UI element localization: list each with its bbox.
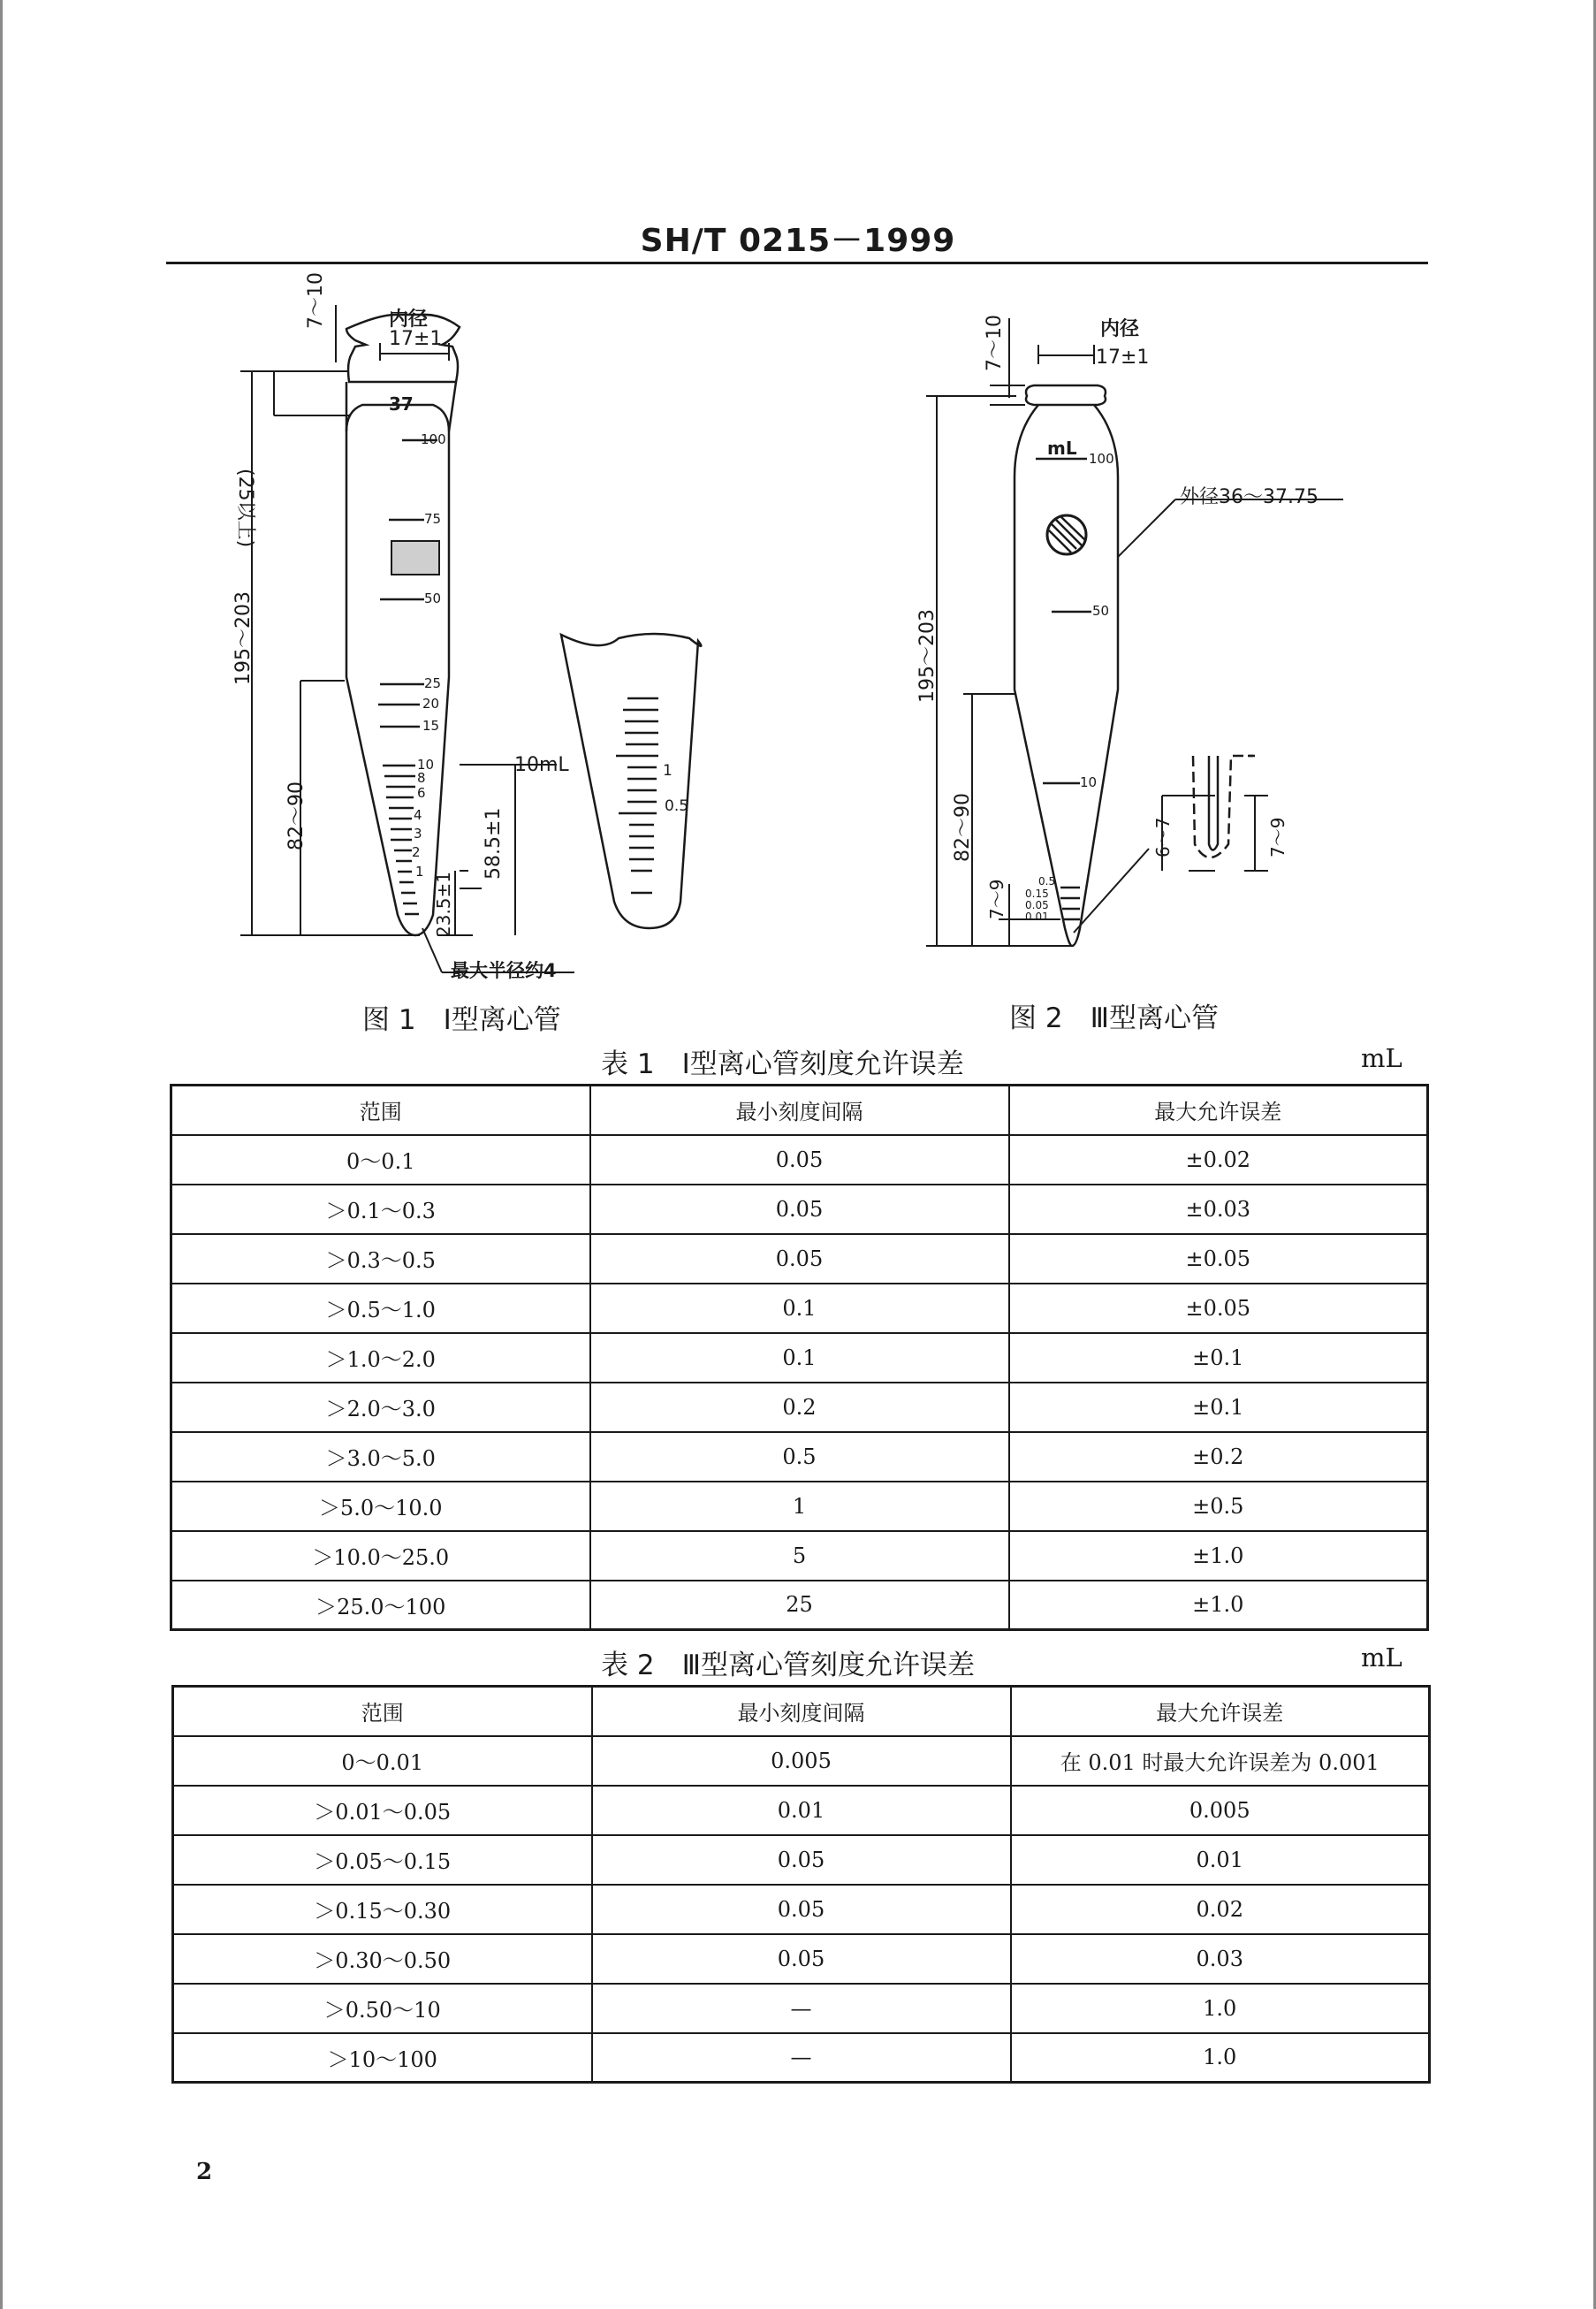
cell-range: ＞10～100 [173, 2033, 592, 2083]
cell-interval: 0.05 [590, 1234, 1009, 1284]
page-number: 2 [196, 2159, 213, 2185]
table-row [171, 1383, 1428, 1432]
fig1-inner-dia-title: 内径 [389, 309, 429, 331]
fig1-tick-1: 1 [415, 864, 424, 880]
cell-error: ±0.05 [1009, 1234, 1428, 1284]
cell-range: ＞0.50～10 [173, 1984, 592, 2033]
cell-range: ＞1.0～2.0 [171, 1333, 590, 1383]
cell-range: 0～0.1 [171, 1135, 590, 1185]
figure-2-caption: 图 2 Ⅲ型离心管 [1009, 1002, 1219, 1034]
cell-interval: 0.1 [590, 1333, 1009, 1383]
table-row [171, 1185, 1428, 1234]
cell-interval: 0.1 [590, 1284, 1009, 1333]
cell-interval: 1 [590, 1482, 1009, 1531]
fig2-small-tick-05: 0.5 [1038, 875, 1056, 888]
cell-interval: 0.005 [592, 1736, 1011, 1786]
cell-range: ＞0.05～0.15 [173, 1835, 592, 1885]
table-row [173, 1786, 1430, 1835]
fig1-tick-8: 8 [417, 770, 426, 786]
cell-interval: 0.5 [590, 1432, 1009, 1482]
table-row [171, 1581, 1428, 1630]
table-1-unit: mL [1361, 1043, 1402, 1073]
fig2-small-tick-015: 0.15 [1025, 888, 1049, 900]
fig2-detail-u [1193, 756, 1231, 857]
fig2-small-tick-005: 0.05 [1025, 899, 1049, 911]
cell-range: ＞0.15～0.30 [173, 1885, 592, 1934]
fig1-inner-dia: 17±1 [389, 328, 443, 350]
cell-range: ＞2.0～3.0 [171, 1383, 590, 1432]
fig1-detail-tick-05: 0.5 [665, 797, 689, 815]
fig2-small-tick-001: 0.01 [1025, 911, 1049, 923]
fig1-tick-10: 10 [417, 757, 435, 773]
fig1-10ml: 10mL [514, 754, 569, 776]
cell-interval: 0.01 [592, 1786, 1011, 1835]
cell-range: ＞0.01～0.05 [173, 1786, 592, 1835]
fig2-inner-dia: 17±1 [1096, 347, 1150, 369]
fig2-wall: 6～7 [1152, 817, 1174, 857]
fig1-tick-25: 25 [424, 675, 442, 691]
figure-2-drawing [0, 0, 1596, 1061]
cell-error: 0.005 [1011, 1786, 1430, 1835]
cell-error: ±0.2 [1009, 1432, 1428, 1482]
fig1-tick-20: 20 [422, 696, 440, 712]
table-row [171, 1284, 1428, 1333]
fig1-neck-height: 7～10 [305, 272, 327, 329]
table-2-header-interval: 最小刻度间隔 [592, 1687, 1011, 1736]
table-2-header-error: 最大允许误差 [1011, 1687, 1430, 1736]
table-row [173, 1835, 1430, 1885]
cell-error: 0.03 [1011, 1934, 1430, 1984]
cell-error: ±0.03 [1009, 1185, 1428, 1234]
table-row [171, 1531, 1428, 1581]
fig1-h58: 58.5±1 [483, 807, 505, 880]
cell-error: 0.02 [1011, 1885, 1430, 1934]
fig1-h23: 23.5±1 [433, 871, 454, 937]
fig1-radius: 最大半径约4 [451, 960, 557, 981]
fig1-top-num: 37 [389, 393, 414, 415]
table-row [171, 1482, 1428, 1531]
table-2-unit: mL [1361, 1642, 1402, 1673]
table-row [171, 1234, 1428, 1284]
table-1-header-row [171, 1086, 1428, 1135]
fig2-tick-50: 50 [1092, 603, 1110, 619]
table-1 [170, 1084, 1429, 1631]
cell-interval: — [592, 1984, 1011, 2033]
cell-range: ＞0.30～0.50 [173, 1934, 592, 1984]
table-row [173, 1934, 1430, 1984]
fig1-tick-100: 100 [421, 431, 446, 447]
fig1-total-height: 195～203 [232, 591, 255, 685]
fig2-neck-height: 7～10 [984, 315, 1006, 371]
cell-range: ＞0.5～1.0 [171, 1284, 590, 1333]
table-1-header-interval: 最小刻度间隔 [590, 1086, 1009, 1135]
cell-error: ±0.02 [1009, 1135, 1428, 1185]
cell-interval: 0.2 [590, 1383, 1009, 1432]
fig1-tick-2: 2 [412, 844, 421, 860]
cell-interval: 0.05 [590, 1135, 1009, 1185]
cell-interval: 0.05 [592, 1885, 1011, 1934]
standard-code: SH/T 0215－1999 [640, 223, 956, 259]
cell-range: ＞10.0～25.0 [171, 1531, 590, 1581]
cell-range: ＞0.3～0.5 [171, 1234, 590, 1284]
cell-interval: 0.05 [592, 1835, 1011, 1885]
cell-error: 在 0.01 时最大允许误差为 0.001 [1011, 1736, 1430, 1786]
fig2-unit-ml: mL [1047, 438, 1077, 459]
table-1-header-range: 范围 [171, 1086, 590, 1135]
cell-range: ＞5.0～10.0 [171, 1482, 590, 1531]
cell-error: ±0.1 [1009, 1333, 1428, 1383]
fig2-outer-dia: 外径36～37.75 [1180, 486, 1319, 508]
cell-error: ±1.0 [1009, 1531, 1428, 1581]
table-row [173, 2033, 1430, 2083]
fig2-inner-dia-title: 内径 [1100, 318, 1140, 340]
fig2-total-height: 195～203 [916, 609, 939, 703]
table-2-header-row [173, 1687, 1430, 1736]
fig1-tick-75: 75 [424, 511, 442, 527]
fig1-detail-tick-1: 1 [663, 762, 673, 780]
table-row [171, 1432, 1428, 1482]
cell-error: 1.0 [1011, 1984, 1430, 2033]
cell-range: ＞0.1～0.3 [171, 1185, 590, 1234]
table-2-header-range: 范围 [173, 1687, 592, 1736]
cell-interval: — [592, 2033, 1011, 2083]
fig1-taper-height: 82～90 [285, 781, 308, 850]
figure-1-caption: 图 1 Ⅰ型离心管 [362, 1004, 561, 1036]
fig2-taper-height: 82～90 [952, 793, 974, 862]
fig2-tube-body [1015, 405, 1118, 946]
cell-range: ＞3.0～5.0 [171, 1432, 590, 1482]
table-row [171, 1333, 1428, 1383]
cell-range: 0～0.01 [173, 1736, 592, 1786]
table-2-title: 表 2 Ⅲ型离心管刻度允许误差 [601, 1650, 975, 1681]
fig2-rim [1026, 385, 1106, 405]
fig2-tick-10: 10 [1080, 774, 1098, 790]
fig1-tick-3: 3 [414, 826, 422, 842]
cell-error: 0.01 [1011, 1835, 1430, 1885]
cell-error: ±1.0 [1009, 1581, 1428, 1630]
table-1-title: 表 1 Ⅰ型离心管刻度允许误差 [601, 1048, 964, 1080]
fig2-bottom-height: 7～9 [986, 879, 1007, 919]
cell-error: ±0.5 [1009, 1482, 1428, 1531]
fig2-detail-height: 7～9 [1267, 817, 1288, 857]
fig1-tick-15: 15 [422, 718, 440, 734]
fig1-tick-4: 4 [414, 807, 422, 823]
cell-interval: 0.05 [590, 1185, 1009, 1234]
table-2 [171, 1685, 1431, 2084]
table-row [173, 1736, 1430, 1786]
cell-error: ±0.1 [1009, 1383, 1428, 1432]
fig1-tick-50: 50 [424, 591, 442, 606]
table-row [171, 1135, 1428, 1185]
cell-interval: 0.05 [592, 1934, 1011, 1984]
fig2-tick-100: 100 [1089, 451, 1114, 467]
fig1-shoulder: (25以上) [234, 469, 256, 548]
table-1-header-error: 最大允许误差 [1009, 1086, 1428, 1135]
cell-range: ＞25.0～100 [171, 1581, 590, 1630]
table-row [173, 1984, 1430, 2033]
cell-interval: 25 [590, 1581, 1009, 1630]
cell-interval: 5 [590, 1531, 1009, 1581]
cell-error: 1.0 [1011, 2033, 1430, 2083]
cell-error: ±0.05 [1009, 1284, 1428, 1333]
fig1-tick-6: 6 [417, 785, 426, 801]
table-row [173, 1885, 1430, 1934]
